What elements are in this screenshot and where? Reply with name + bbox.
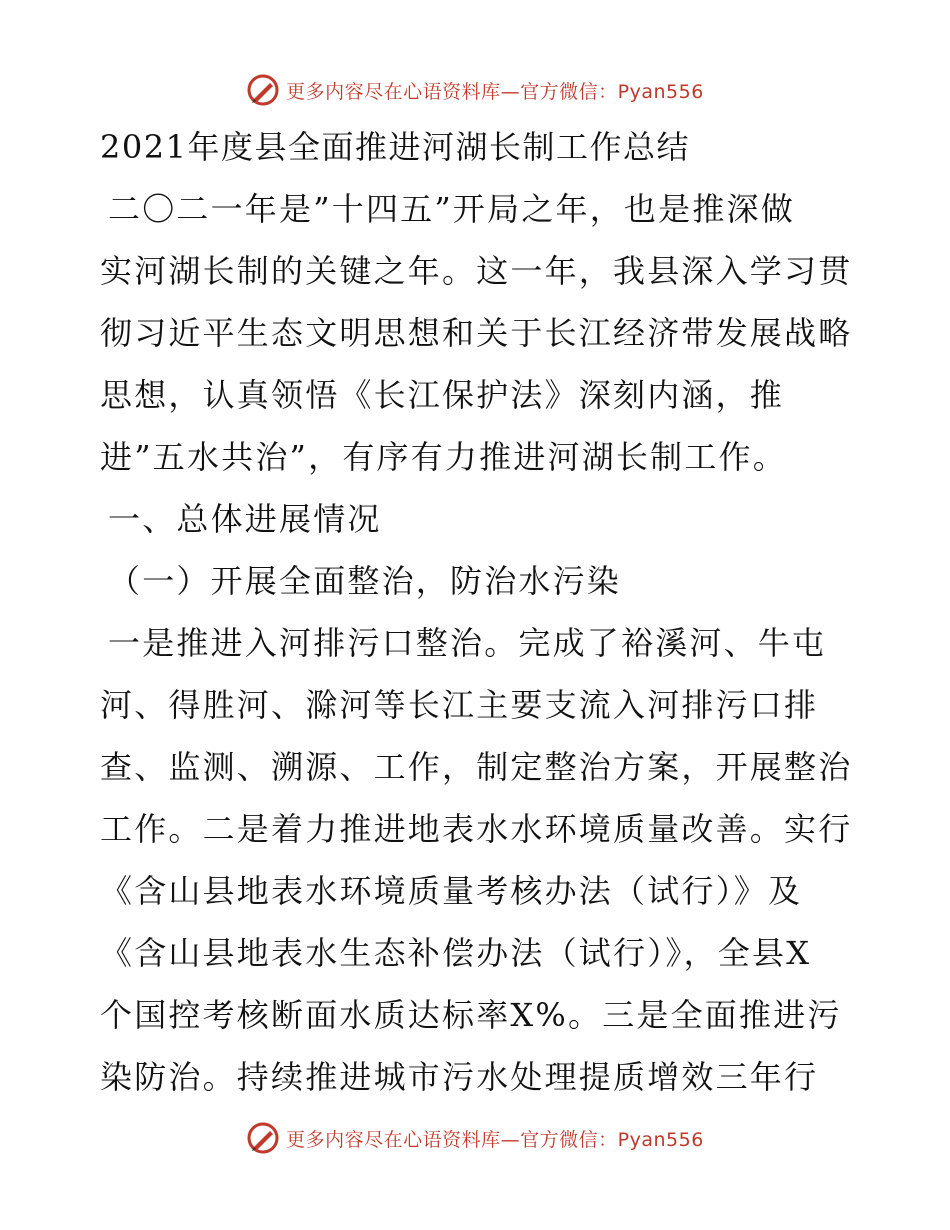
- section-heading: 一、总体进展情况: [108, 500, 382, 538]
- subsection-heading: （一）开展全面整治，防治水污染: [108, 562, 622, 600]
- paragraph-line: 进”五水共治”，有序有力推进河湖长制工作。: [100, 438, 787, 476]
- document-body: [100, 123, 853, 1115]
- paragraph-line: 二〇二一年是”十四五”开局之年，也是推深做: [108, 190, 795, 228]
- paragraph-line: 染防治。持续推进城市污水处理提质增效三年行: [100, 1058, 819, 1096]
- paragraph-line: 一是推进入河排污口整治。完成了裕溪河、牛屯: [108, 624, 827, 662]
- watermark-top: [0, 70, 950, 110]
- paragraph-line: 工作。二是着力推进地表水水环境质量改善。实行: [100, 810, 853, 848]
- paragraph-line: 实河湖长制的关键之年。这一年，我县深入学习贯: [100, 252, 853, 290]
- paragraph-line: 思想，认真领悟《长江保护法》深刻内涵，推: [100, 376, 785, 414]
- paragraph-line: 河、得胜河、滁河等长江主要支流入河排污口排: [100, 686, 819, 724]
- paragraph-line: 彻习近平生态文明思想和关于长江经济带发展战略: [100, 314, 853, 352]
- paragraph-line: 《含山县地表水环境质量考核办法（试行）》及: [100, 872, 803, 910]
- paragraph-line: 查、监测、溯源、工作，制定整治方案，开展整治: [100, 748, 853, 786]
- pen-logo-icon: [246, 1121, 280, 1155]
- watermark-text: 更多内容尽在心语资料库—官方微信：Pyan556: [286, 80, 704, 103]
- watermark-text: 更多内容尽在心语资料库—官方微信：Pyan556: [286, 1128, 704, 1151]
- pen-logo-icon: [246, 73, 280, 107]
- watermark-bottom: [0, 1118, 950, 1158]
- paragraph-line: 个国控考核断面水质达标率X%。三是全面推进污: [100, 996, 842, 1034]
- paragraph-line: 《含山县地表水生态补偿办法（试行）》，全县X: [100, 934, 812, 972]
- document-title: 2021年度县全面推进河湖长制工作总结: [100, 128, 690, 166]
